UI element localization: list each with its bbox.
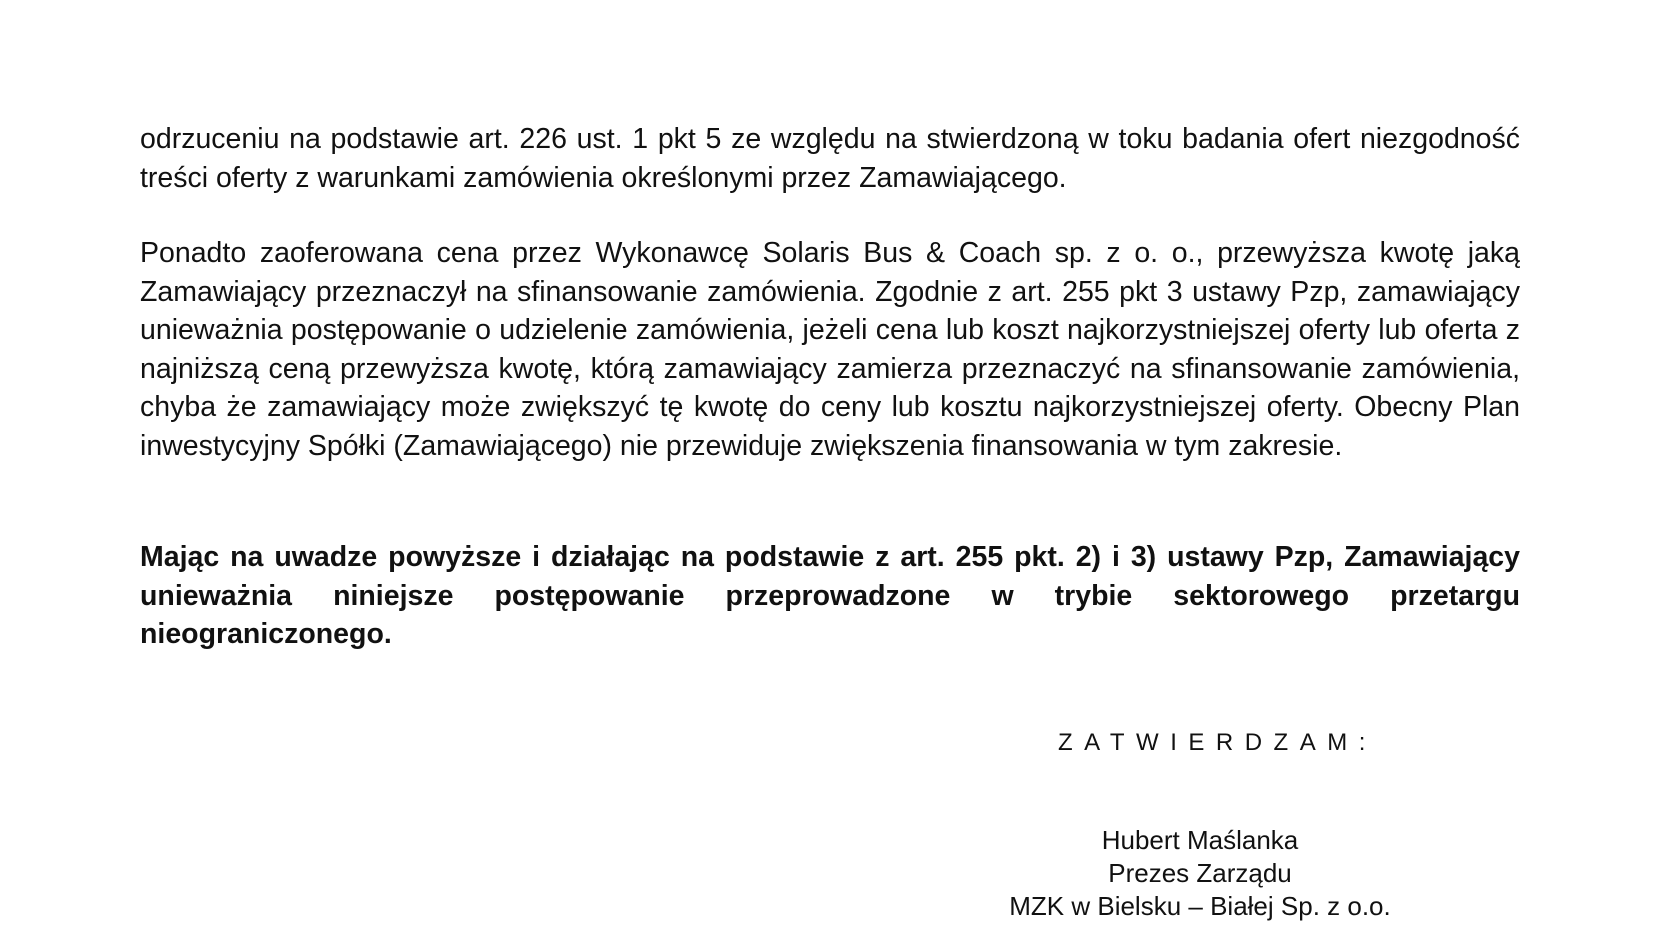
paragraph-rejection: odrzuceniu na podstawie art. 226 ust. 1 pkt 5 ze względu na stwierdzoną w toku badania ofert niezgodność treści oferty z warunkami zamówienia określonymi przez Zamawiającego. bbox=[140, 123, 1520, 194]
paragraph-price-exceeds-budget: Ponadto zaoferowana cena przez Wykonawcę Solaris Bus & Coach sp. z o. o., przewyższa kwotę jaką Zamawiający przeznaczył na sfinansowanie zamówienia. Zgodnie z art. 255 pkt 3 ustawy Pzp, zamawiający unieważnia postępowanie o udzielenie zamówienia, jeżeli cena lub koszt najkorzystniejszej oferty lub oferta z najniższą ceną przewyższa kwotę, którą zamawiający zamierza przeznaczyć na sfinansowanie zamówienia, chyba że zamawiający może zwiększyć tę kwotę do ceny lub kosztu najkorzystniejszej oferty. Obecny Plan inwestycyjny Spółki (Zamawiającego) nie przewiduje zwiększenia finansowania w tym zakresie. bbox=[140, 237, 1520, 462]
signatory-name: Hubert Maślanka bbox=[1101, 825, 1299, 855]
approval-label: ZATWIERDZAM: bbox=[1058, 729, 1377, 756]
signatory-position: Prezes Zarządu bbox=[1108, 858, 1292, 888]
paragraph-cancellation-decision: Mając na uwadze powyższe i działając na podstawie z art. 255 pkt. 2) i 3) ustawy Pzp, Zamawiający unieważnia niniejsze postępowanie przeprowadzone w trybie sektorowego przetargu nieograniczonego. bbox=[140, 541, 1520, 650]
signature-block bbox=[960, 824, 1440, 923]
signatory-company: MZK w Bielsku – Białej Sp. z o.o. bbox=[1009, 891, 1391, 921]
